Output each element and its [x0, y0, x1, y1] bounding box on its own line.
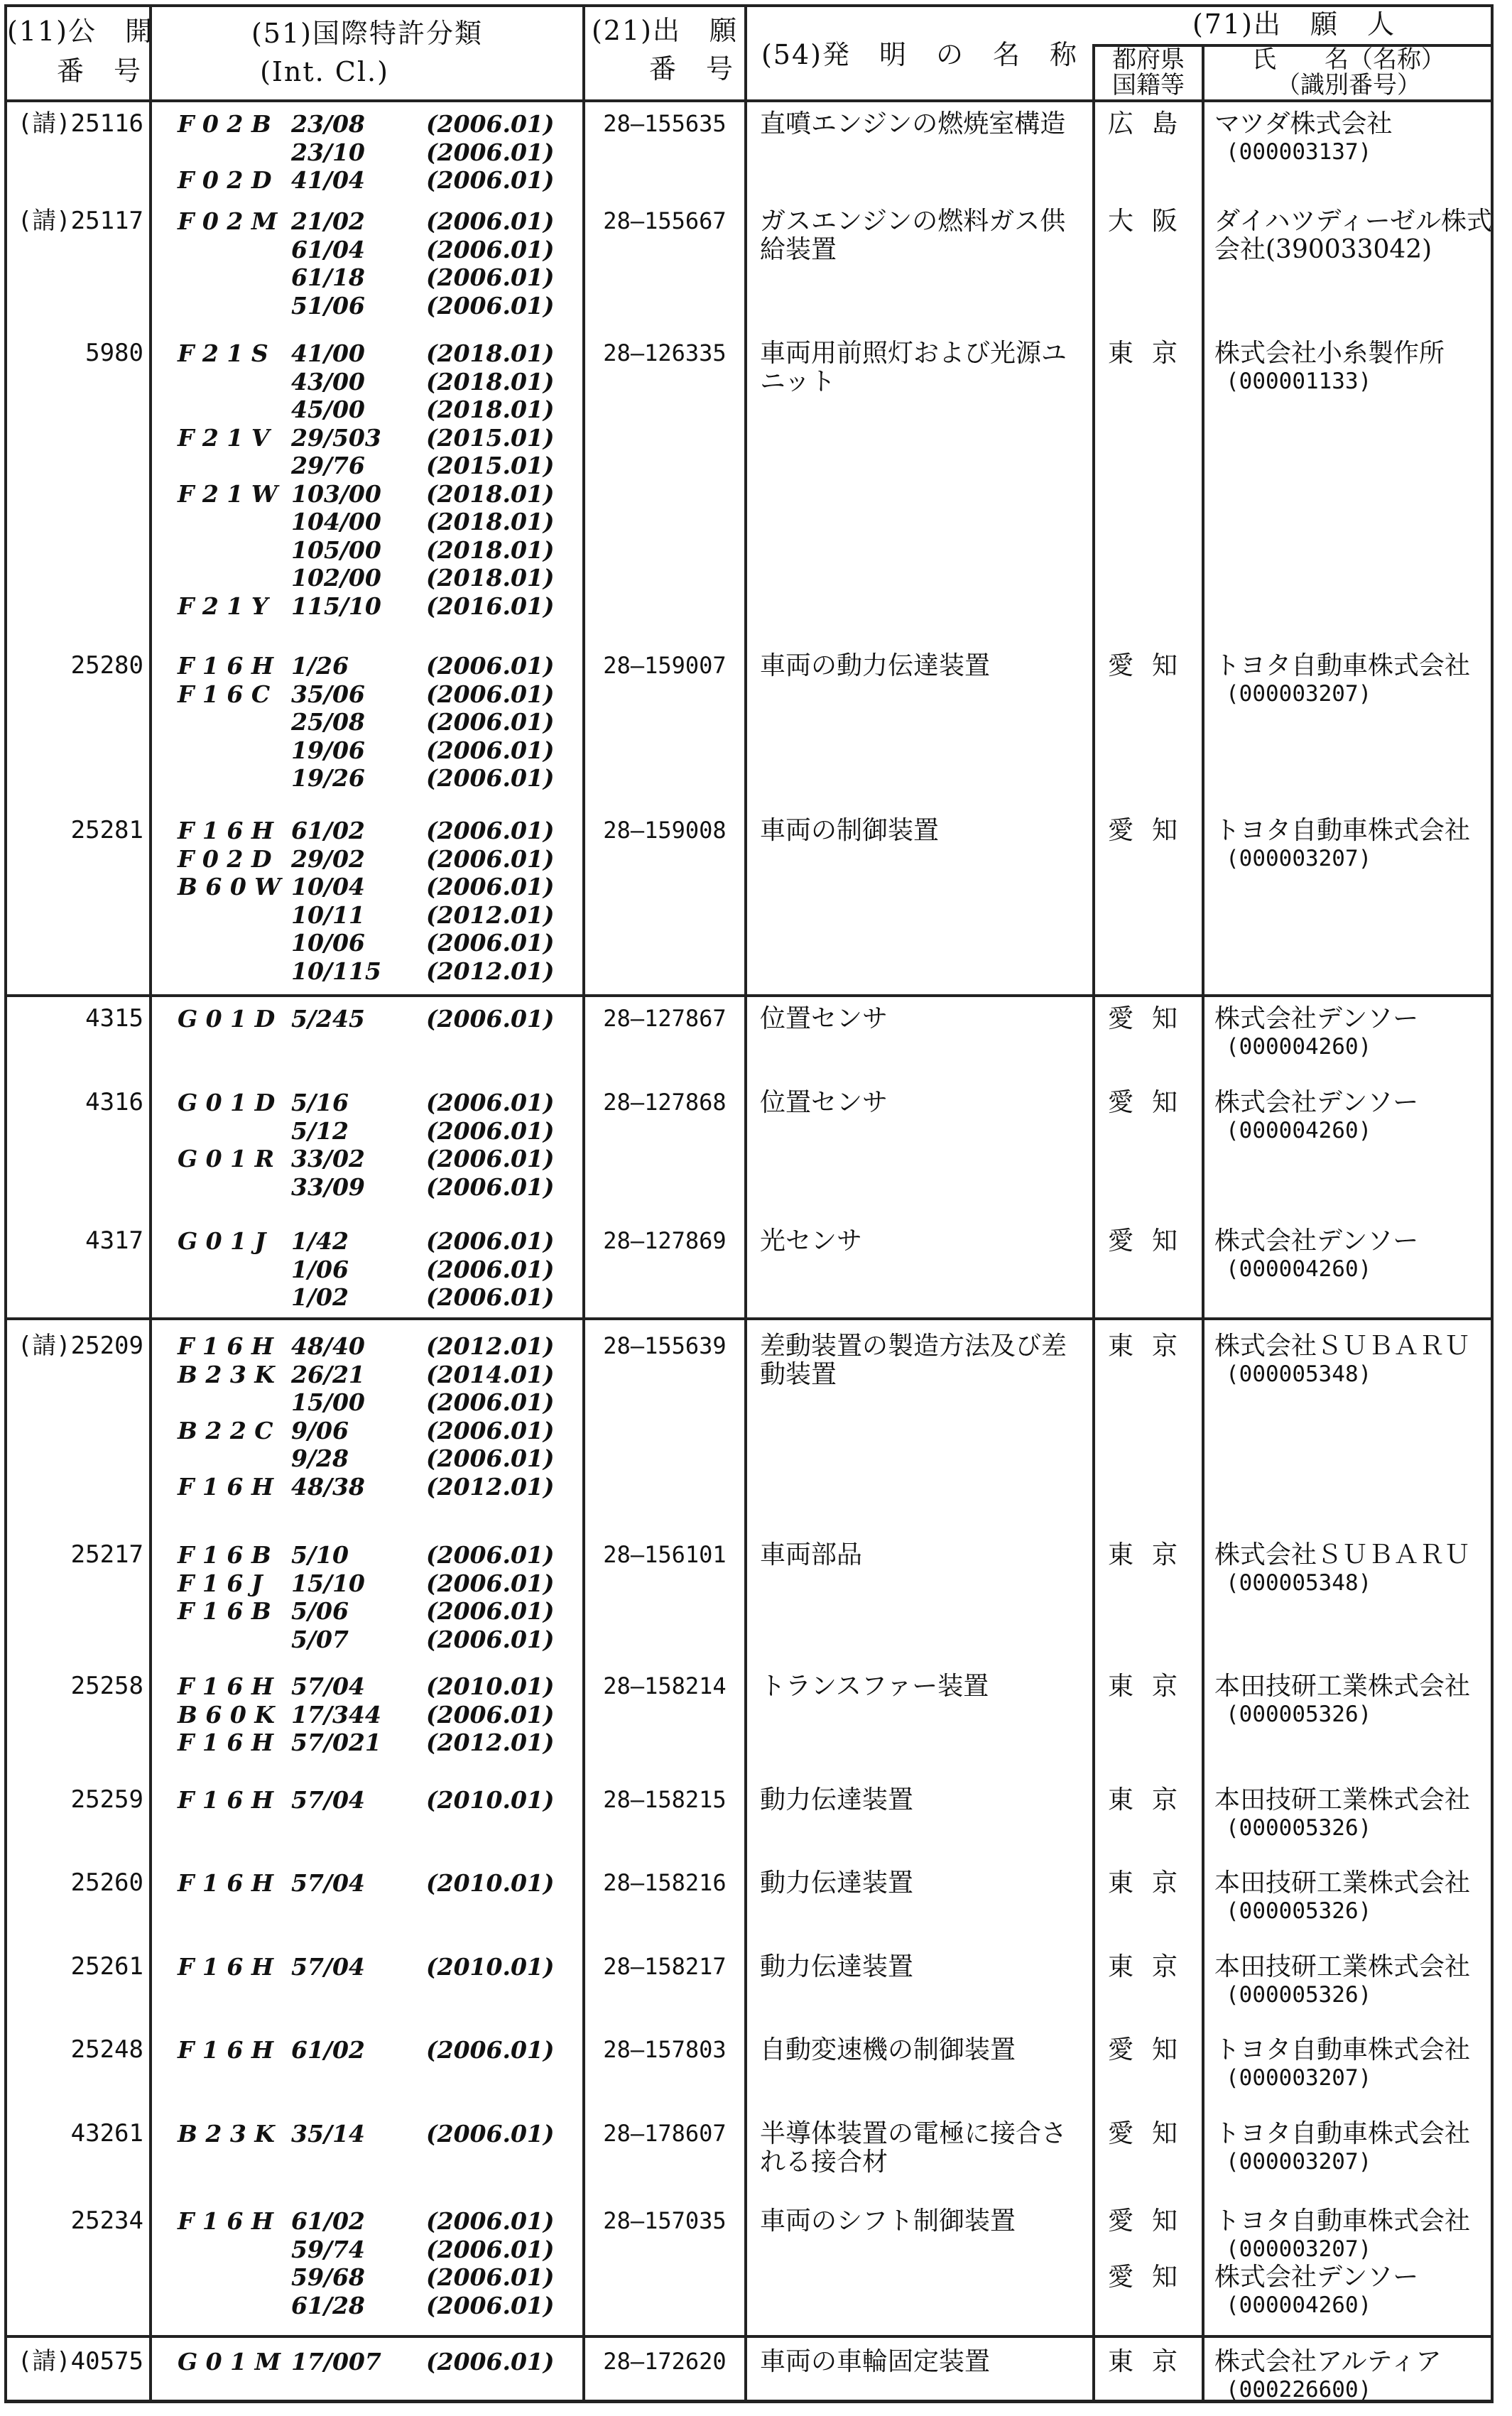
ipc-version: (2006.01) [426, 1700, 555, 1729]
ipc-version: (2006.01) [426, 1416, 555, 1444]
publication-number: 25281 [70, 816, 143, 844]
ipc-group: 5/12 [291, 1116, 349, 1145]
applicant-prefecture: 愛知 [1107, 2119, 1196, 2148]
ipc-group: 61/02 [291, 817, 365, 844]
applicant-prefecture: 愛知 [1107, 2206, 1196, 2236]
ipc-subclass: F 1 6 J [178, 1569, 263, 1597]
invention-title: 動力伝達装置 [760, 1868, 914, 1898]
invention-title: 車両部品 [760, 1540, 863, 1569]
application-number: 28―155639 [603, 1332, 727, 1359]
publication-number: 4316 [85, 1088, 143, 1116]
ipc-subclass: F 0 2 M [178, 207, 278, 235]
ipc-subclass: F 1 6 H [178, 2207, 273, 2235]
row-rule [7, 2335, 1491, 2338]
ipc-version: (2006.01) [426, 291, 555, 320]
ipc-version: (2006.01) [426, 2291, 555, 2319]
column-rule [149, 7, 152, 2400]
ipc-version: (2015.01) [426, 452, 555, 479]
ipc-version: (2010.01) [426, 1786, 555, 1814]
ipc-version: (2006.01) [426, 1116, 555, 1145]
ipc-group: 61/02 [291, 2207, 365, 2235]
ipc-group: 1/42 [291, 1227, 349, 1255]
ipc-group: 57/04 [291, 1953, 365, 1981]
ipc-subclass: G 0 1 J [178, 1227, 266, 1255]
ipc-version: (2010.01) [426, 1672, 555, 1700]
ipc-version: (2006.01) [426, 929, 555, 957]
publication-number: 25261 [70, 1952, 143, 1981]
ipc-group: 23/10 [291, 138, 365, 166]
ipc-version: (2006.01) [426, 2235, 555, 2263]
ipc-version: (2006.01) [426, 1172, 555, 1201]
ipc-subclass: F 2 1 S [178, 339, 268, 367]
header-ipc: (51)国際特許分類 (Int. Cl.) [251, 18, 483, 87]
applicant-prefecture: 広島 [1107, 109, 1196, 138]
applicant-name: 株式会社ＳＵＢＡＲＵ [1214, 1540, 1471, 1569]
ipc-subclass: F 1 6 H [178, 1672, 273, 1700]
ipc-subclass: B 2 3 K [178, 2120, 275, 2148]
ipc-group: 29/503 [291, 423, 381, 452]
ipc-subclass: F 1 6 C [178, 680, 271, 708]
ipc-version: (2018.01) [426, 479, 555, 508]
ipc-subclass: F 1 6 H [178, 1869, 273, 1897]
ipc-version: (2006.01) [426, 166, 555, 194]
applicant-prefecture: 愛知 [1107, 2263, 1196, 2292]
applicant-prefecture: 愛知 [1107, 1004, 1196, 1033]
publication-number: 43261 [70, 2119, 143, 2148]
applicant-name: マツダ株式会社 [1214, 109, 1393, 138]
ipc-group: 10/04 [291, 873, 365, 900]
ipc-subclass: B 6 0 K [178, 1700, 275, 1729]
applicant-name: トヨタ自動車株式会社 [1214, 2035, 1471, 2064]
ipc-subclass: B 2 3 K [178, 1360, 275, 1388]
ipc-version: (2006.01) [426, 1597, 555, 1625]
ipc-version: (2006.01) [426, 138, 555, 166]
applicant-id: (000005326) [1226, 1981, 1372, 2008]
invention-title: 光センサ [760, 1226, 863, 1256]
ipc-version: (2006.01) [426, 263, 555, 291]
applicant-name: トヨタ自動車株式会社 [1214, 2119, 1471, 2148]
invention-title: 位置センサ [760, 1004, 888, 1033]
ipc-subclass: F 1 6 B [178, 1597, 271, 1625]
applicant-id: (000005348) [1226, 1361, 1372, 1387]
ipc-version: (2018.01) [426, 367, 555, 396]
applicant-prefecture: 東京 [1107, 1952, 1196, 1981]
applicant-id: (000005326) [1226, 1814, 1372, 1841]
ipc-group: 29/02 [291, 844, 365, 873]
ipc-version: (2006.01) [426, 680, 555, 708]
applicant-name: 株式会社小糸製作所 [1214, 339, 1445, 368]
applicant-name: 株式会社デンソー [1214, 1088, 1419, 1117]
applicant-name: 本田技研工業株式会社 [1214, 1785, 1471, 1814]
ipc-version: (2006.01) [426, 1388, 555, 1416]
ipc-version: (2015.01) [426, 423, 555, 452]
ipc-subclass: F 1 6 H [178, 1472, 273, 1501]
ipc-group: 9/28 [291, 1444, 349, 1472]
document-table [4, 4, 1494, 2403]
ipc-group: 43/00 [291, 367, 365, 396]
ipc-subclass: F 1 6 B [178, 1541, 271, 1569]
ipc-subclass: B 6 0 W [178, 873, 281, 900]
ipc-subclass: F 2 1 V [178, 423, 270, 452]
applicant-prefecture: 東京 [1107, 1868, 1196, 1898]
applicant-prefecture: 大阪 [1107, 207, 1196, 236]
applicant-name: 株式会社デンソー [1214, 2263, 1419, 2292]
application-number: 28―155667 [603, 207, 727, 234]
publication-number: 25248 [70, 2035, 143, 2064]
applicant-name: 株式会社デンソー [1214, 1226, 1419, 1256]
ipc-version: (2016.01) [426, 592, 555, 620]
ipc-version: (2006.01) [426, 1145, 555, 1172]
ipc-group: 61/28 [291, 2291, 365, 2319]
ipc-version: (2006.01) [426, 844, 555, 873]
ipc-group: 5/06 [291, 1597, 349, 1625]
application-number: 28―127868 [603, 1089, 727, 1116]
applicant-prefecture: 愛知 [1107, 1088, 1196, 1117]
ipc-group: 57/04 [291, 1869, 365, 1897]
ipc-group: 105/00 [291, 535, 381, 564]
ipc-version: (2010.01) [426, 1869, 555, 1897]
applicant-id: (000003137) [1226, 138, 1372, 165]
ipc-version: (2006.01) [426, 736, 555, 764]
application-number: 28―127869 [603, 1227, 727, 1254]
ipc-subclass: G 0 1 D [178, 1089, 276, 1116]
ipc-version: (2006.01) [426, 764, 555, 792]
publication-number: (請)25116 [17, 109, 143, 138]
publication-number: 4317 [85, 1226, 143, 1255]
ipc-version: (2018.01) [426, 535, 555, 564]
invention-title: 車両の制御装置 [760, 816, 940, 845]
ipc-version: (2006.01) [426, 1569, 555, 1597]
applicant-name: 株式会社デンソー [1214, 1004, 1419, 1033]
ipc-version: (2012.01) [426, 1729, 555, 1756]
ipc-subclass: F 1 6 H [178, 2036, 273, 2064]
ipc-version: (2018.01) [426, 339, 555, 367]
ipc-group: 10/115 [291, 957, 381, 985]
ipc-version: (2006.01) [426, 1541, 555, 1569]
publication-number: 25259 [70, 1785, 143, 1814]
applicant-prefecture: 東京 [1107, 1540, 1196, 1569]
ipc-subclass: F 2 1 W [178, 479, 278, 508]
invention-title: 車両のシフト制御装置 [760, 2206, 1016, 2236]
applicant-id: (000005348) [1226, 1569, 1372, 1596]
ipc-group: 59/74 [291, 2235, 365, 2263]
applicant-id: (000005326) [1226, 1701, 1372, 1727]
invention-title: 直噴エンジンの燃焼室構造 [760, 109, 1066, 138]
ipc-group: 19/26 [291, 764, 365, 792]
ipc-version: (2006.01) [426, 235, 555, 263]
applicant-name: トヨタ自動車株式会社 [1214, 816, 1471, 845]
invention-title: 動力伝達装置 [760, 1952, 914, 1981]
ipc-version: (2006.01) [426, 708, 555, 736]
applicant-id: (000005326) [1226, 1898, 1372, 1924]
ipc-subclass: F 1 6 H [178, 652, 273, 680]
ipc-subclass: B 2 2 C [178, 1416, 273, 1444]
ipc-group: 29/76 [291, 452, 365, 479]
invention-title: 半導体装置の電極に接合される接合材 [760, 2119, 1067, 2177]
ipc-group: 41/00 [291, 339, 365, 367]
applicant-name: トヨタ自動車株式会社 [1214, 651, 1471, 680]
application-number: 28―127867 [603, 1005, 727, 1032]
ipc-subclass: F 2 1 Y [178, 592, 268, 620]
ipc-version: (2006.01) [426, 1625, 555, 1653]
ipc-group: 51/06 [291, 291, 365, 320]
applicant-id: (000226600) [1226, 2376, 1372, 2403]
ipc-group: 5/245 [291, 1005, 365, 1033]
ipc-subclass: G 0 1 M [178, 2348, 281, 2376]
publication-number: (請)25117 [17, 207, 143, 235]
applicant-name: トヨタ自動車株式会社 [1214, 2206, 1471, 2236]
invention-title: 位置センサ [760, 1088, 888, 1117]
publication-number: 4315 [85, 1004, 143, 1033]
applicant-prefecture: 愛知 [1107, 816, 1196, 845]
ipc-version: (2012.01) [426, 1332, 555, 1360]
invention-title: トランスファー装置 [760, 1672, 989, 1701]
ipc-group: 45/00 [291, 396, 365, 423]
application-number: 28―159007 [603, 652, 727, 679]
ipc-version: (2018.01) [426, 564, 555, 592]
ipc-group: 10/06 [291, 929, 365, 957]
publication-number: 25260 [70, 1868, 143, 1897]
ipc-version: (2006.01) [426, 1227, 555, 1255]
ipc-group: 19/06 [291, 736, 365, 764]
ipc-subclass: F 1 6 H [178, 817, 273, 844]
application-number: 28―159008 [603, 817, 727, 844]
ipc-group: 48/40 [291, 1332, 365, 1360]
applicant-id: (000003207) [1226, 680, 1372, 707]
application-number: 28―172620 [603, 2348, 727, 2375]
applicant-prefecture: 東京 [1107, 339, 1196, 368]
ipc-group: 21/02 [291, 207, 365, 235]
applicant-name: 株式会社ＳＵＢＡＲＵ [1214, 1332, 1471, 1361]
applicant-id: (000003207) [1226, 845, 1372, 871]
ipc-group: 57/04 [291, 1672, 365, 1700]
header-applicant: (71)出 願 人 [1192, 9, 1396, 40]
applicant-id: (000003207) [1226, 2064, 1372, 2091]
ipc-version: (2018.01) [426, 396, 555, 423]
ipc-version: (2006.01) [426, 652, 555, 680]
ipc-group: 17/344 [291, 1700, 381, 1729]
applicant-id: (000003207) [1226, 2148, 1372, 2175]
invention-title: 車両の車輪固定装置 [760, 2347, 991, 2376]
ipc-group: 15/10 [291, 1569, 365, 1597]
ipc-group: 61/18 [291, 263, 365, 291]
applicant-prefecture: 東京 [1107, 1672, 1196, 1701]
applicant-prefecture: 東京 [1107, 1785, 1196, 1814]
invention-title: 自動変速機の制御装置 [760, 2035, 1016, 2064]
ipc-group: 48/38 [291, 1472, 365, 1501]
ipc-version: (2006.01) [426, 110, 555, 138]
application-number: 28―157803 [603, 2036, 727, 2063]
applicant-prefecture: 東京 [1107, 2347, 1196, 2376]
ipc-group: 15/00 [291, 1388, 365, 1416]
invention-title: 車両の動力伝達装置 [760, 651, 991, 680]
publication-number: 25280 [70, 651, 143, 680]
header-title: (54)発 明 の 名 称 [761, 39, 1078, 70]
applicant-prefecture: 愛知 [1107, 2035, 1196, 2064]
publication-number: 5980 [85, 339, 143, 367]
ipc-subclass: F 0 2 D [178, 844, 272, 873]
ipc-version: (2006.01) [426, 2120, 555, 2148]
applicant-name: 本田技研工業株式会社 [1214, 1952, 1471, 1981]
ipc-version: (2006.01) [426, 1089, 555, 1116]
ipc-group: 17/007 [291, 2348, 381, 2376]
ipc-subclass: F 1 6 H [178, 1332, 273, 1360]
ipc-version: (2006.01) [426, 1283, 555, 1311]
ipc-version: (2006.01) [426, 2036, 555, 2064]
row-rule [7, 994, 1491, 997]
invention-title: 車両用前照灯および光源ユニット [760, 339, 1067, 396]
ipc-group: 9/06 [291, 1416, 349, 1444]
ipc-version: (2012.01) [426, 1472, 555, 1501]
applicant-id: (000004260) [1226, 1033, 1372, 1060]
application-number: 28―158214 [603, 1672, 727, 1699]
ipc-group: 57/04 [291, 1786, 365, 1814]
applicant-name: 株式会社アルティア [1214, 2347, 1442, 2376]
ipc-group: 57/021 [291, 1729, 381, 1756]
header-app-no: (21)出 願 番 号 [591, 15, 738, 85]
ipc-subclass: F 1 6 H [178, 1729, 273, 1756]
applicant-id: (000003207) [1226, 2236, 1372, 2262]
ipc-subclass: F 1 6 H [178, 1953, 273, 1981]
ipc-version: (2006.01) [426, 2207, 555, 2235]
ipc-subclass: F 0 2 D [178, 166, 272, 194]
ipc-group: 33/02 [291, 1145, 365, 1172]
ipc-group: 103/00 [291, 479, 381, 508]
ipc-group: 35/06 [291, 680, 365, 708]
header-pub-no: (11)公 開 番 号 [7, 16, 154, 87]
ipc-group: 23/08 [291, 110, 365, 138]
ipc-group: 102/00 [291, 564, 381, 592]
applicant-prefecture: 愛知 [1107, 651, 1196, 680]
applicant-prefecture: 愛知 [1107, 1226, 1196, 1256]
application-number: 28―158216 [603, 1869, 727, 1896]
invention-title: ガスエンジンの燃料ガス供給装置 [760, 207, 1066, 264]
ipc-version: (2012.01) [426, 957, 555, 985]
invention-title: 差動装置の製造方法及び差動装置 [760, 1332, 1067, 1389]
ipc-group: 5/07 [291, 1625, 349, 1653]
application-number: 28―155635 [603, 110, 727, 137]
applicant-id: (000004260) [1226, 1256, 1372, 1282]
applicant-name: ダイハツディーゼル株式会社(390033042) [1214, 207, 1492, 264]
applicant-prefecture: 東京 [1107, 1332, 1196, 1361]
column-rule [744, 7, 747, 2400]
ipc-group: 5/16 [291, 1089, 349, 1116]
header-pref: 都府県 国籍等 [1112, 45, 1185, 99]
row-rule [7, 1317, 1491, 1320]
ipc-subclass: F 1 6 H [178, 1786, 273, 1814]
ipc-group: 104/00 [291, 508, 381, 535]
application-number: 28―126335 [603, 339, 727, 366]
application-number: 28―158215 [603, 1786, 727, 1813]
publication-number: (請)25209 [17, 1332, 143, 1360]
ipc-subclass: G 0 1 D [178, 1005, 276, 1033]
header-bottom-rule [7, 99, 1491, 102]
header-name: 氏 名（名称） （識別番号） [1252, 45, 1445, 99]
ipc-version: (2006.01) [426, 2348, 555, 2376]
ipc-group: 61/04 [291, 235, 365, 263]
ipc-version: (2010.01) [426, 1953, 555, 1981]
applicant-name: 本田技研工業株式会社 [1214, 1868, 1471, 1898]
ipc-version: (2006.01) [426, 1255, 555, 1283]
publication-number: 25217 [70, 1540, 143, 1569]
publication-number: 25234 [70, 2206, 143, 2235]
ipc-group: 33/09 [291, 1172, 365, 1201]
ipc-group: 41/04 [291, 166, 365, 194]
ipc-subclass: F 0 2 B [178, 110, 271, 138]
ipc-group: 1/02 [291, 1283, 349, 1311]
publication-number: 25258 [70, 1672, 143, 1700]
ipc-version: (2006.01) [426, 2263, 555, 2291]
application-number: 28―158217 [603, 1953, 727, 1980]
ipc-version: (2006.01) [426, 817, 555, 844]
ipc-group: 5/10 [291, 1541, 349, 1569]
application-number: 28―157035 [603, 2207, 727, 2234]
ipc-version: (2006.01) [426, 207, 555, 235]
invention-title: 動力伝達装置 [760, 1785, 914, 1814]
applicant-id: (000001133) [1226, 368, 1372, 394]
applicant-name: 本田技研工業株式会社 [1214, 1672, 1471, 1701]
ipc-group: 10/11 [291, 900, 365, 929]
ipc-version: (2006.01) [426, 1005, 555, 1033]
ipc-group: 1/06 [291, 1255, 349, 1283]
applicant-id: (000004260) [1226, 1117, 1372, 1143]
application-number: 28―156101 [603, 1541, 727, 1568]
ipc-group: 35/14 [291, 2120, 365, 2148]
ipc-group: 61/02 [291, 2036, 365, 2064]
publication-number: (請)40575 [17, 2347, 143, 2376]
ipc-version: (2012.01) [426, 900, 555, 929]
ipc-subclass: G 0 1 R [178, 1145, 274, 1172]
ipc-version: (2014.01) [426, 1360, 555, 1388]
ipc-group: 59/68 [291, 2263, 365, 2291]
application-number: 28―178607 [603, 2120, 727, 2147]
ipc-group: 26/21 [291, 1360, 365, 1388]
ipc-version: (2006.01) [426, 873, 555, 900]
ipc-group: 1/26 [291, 652, 349, 680]
ipc-group: 25/08 [291, 708, 365, 736]
ipc-version: (2006.01) [426, 1444, 555, 1472]
ipc-group: 115/10 [291, 592, 381, 620]
ipc-version: (2018.01) [426, 508, 555, 535]
applicant-id: (000004260) [1226, 2292, 1372, 2318]
